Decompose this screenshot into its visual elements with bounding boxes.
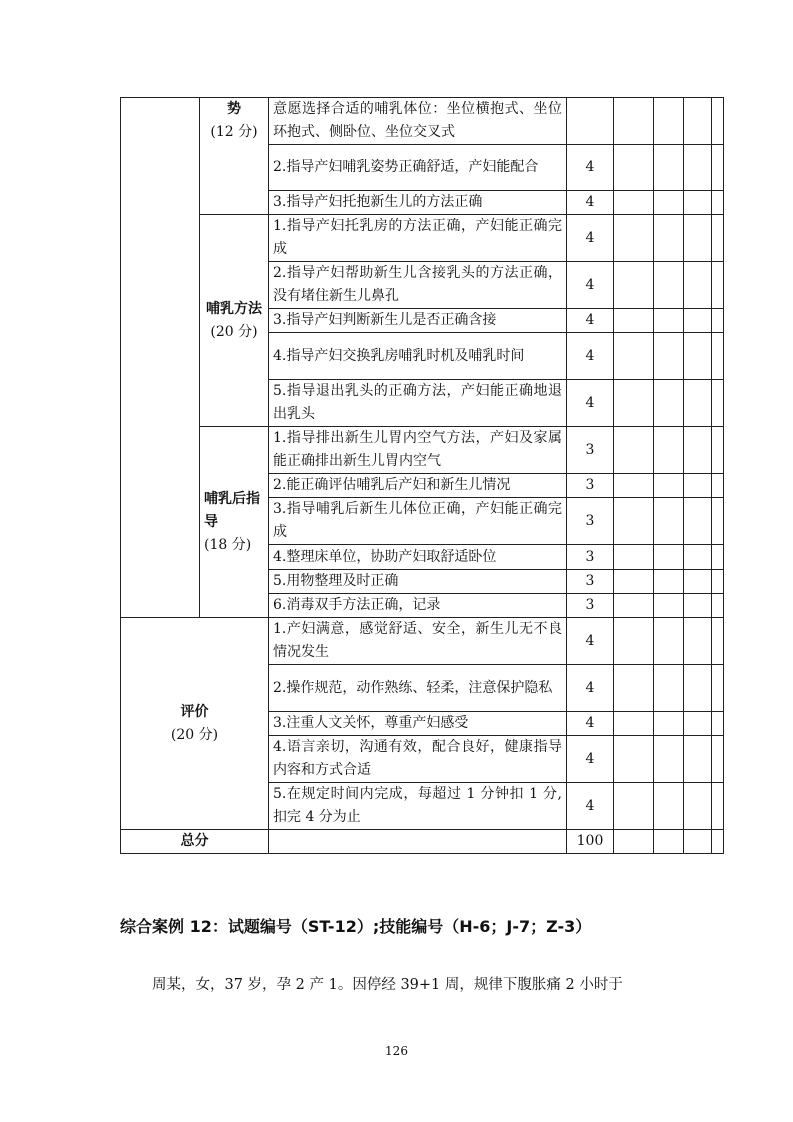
section-score: (18 分) [204, 536, 252, 553]
blank-cell [684, 333, 712, 380]
item-score: 4 [567, 783, 614, 830]
item-score: 3 [567, 570, 614, 594]
item-text: 3.指导产妇托抱新生儿的方法正确 [269, 191, 567, 215]
blank-cell [614, 665, 654, 712]
blank-cell [684, 98, 712, 145]
section-score: (20 分) [210, 323, 258, 340]
blank-cell [654, 309, 684, 333]
blank-cell [684, 830, 712, 854]
blank-cell [684, 712, 712, 736]
blank-cell [654, 665, 684, 712]
blank-cell [712, 98, 724, 145]
blank-cell [684, 309, 712, 333]
section-name: 哺乳后指导 [204, 490, 260, 530]
scoring-table [120, 97, 724, 854]
case-title: 综合案例 12：试题编号（ST-12）;技能编号（H-6；J-7；Z-3） [120, 917, 592, 936]
blank-cell [712, 783, 724, 830]
blank-cell [684, 570, 712, 594]
blank-cell [684, 380, 712, 427]
item-score: 3 [567, 427, 614, 474]
blank-cell [712, 498, 724, 545]
blank-cell [712, 736, 724, 783]
item-score: 4 [567, 191, 614, 215]
section-name: 哺乳方法 [206, 300, 262, 317]
item-text: 6.消毒双手方法正确，记录 [269, 594, 567, 618]
item-text: 2.能正确评估哺乳后产妇和新生儿情况 [269, 474, 567, 498]
item-text: 3.指导哺乳后新生儿体位正确，产妇能正确完成 [269, 498, 567, 545]
item-score: 4 [567, 618, 614, 665]
blank-cell [684, 545, 712, 570]
blank-cell [654, 570, 684, 594]
blank-cell [654, 545, 684, 570]
blank-cell [684, 618, 712, 665]
blank-cell [712, 191, 724, 215]
blank-cell [654, 736, 684, 783]
item-text: 2.操作规范，动作熟练、轻柔，注意保护隐私 [269, 665, 567, 712]
table-row [121, 215, 724, 262]
item-score: 4 [567, 145, 614, 191]
item-text: 1.指导排出新生儿胃内空气方法，产妇及家属能正确排出新生儿胃内空气 [269, 427, 567, 474]
blank-cell [712, 594, 724, 618]
blank-cell [712, 427, 724, 474]
blank-cell [614, 736, 654, 783]
section-evaluation [121, 618, 269, 830]
blank-cell [614, 545, 654, 570]
item-text: 1.产妇满意，感觉舒适、安全，新生儿无不良情况发生 [269, 618, 567, 665]
page-number: 126 [385, 1044, 408, 1058]
item-text: 1.指导产妇托乳房的方法正确，产妇能正确完成 [269, 215, 567, 262]
blank-cell [614, 380, 654, 427]
blank-cell [269, 830, 567, 854]
item-score [567, 98, 614, 145]
blank-cell [712, 474, 724, 498]
section-posture [200, 98, 269, 215]
blank-cell [712, 830, 724, 854]
blank-cell [654, 380, 684, 427]
blank-cell [614, 145, 654, 191]
blank-cell [712, 665, 724, 712]
blank-cell [684, 594, 712, 618]
blank-cell [654, 783, 684, 830]
blank-cell [614, 262, 654, 309]
item-score: 4 [567, 712, 614, 736]
blank-cell [654, 145, 684, 191]
item-score: 3 [567, 498, 614, 545]
blank-cell [654, 262, 684, 309]
total-score: 100 [567, 830, 614, 854]
blank-cell [614, 215, 654, 262]
table-row [121, 618, 724, 665]
blank-cell [712, 545, 724, 570]
blank-cell [684, 474, 712, 498]
blank-cell [654, 427, 684, 474]
blank-cell [654, 618, 684, 665]
table-row [121, 427, 724, 474]
blank-cell [712, 618, 724, 665]
item-score: 4 [567, 665, 614, 712]
blank-cell [684, 427, 712, 474]
blank-cell [614, 594, 654, 618]
blank-cell [654, 498, 684, 545]
table-row-total [121, 830, 724, 854]
section-name: 势 [227, 101, 241, 117]
blank-cell [614, 98, 654, 145]
section-score: (12 分) [210, 124, 258, 140]
item-text: 意愿选择合适的哺乳体位：坐位横抱式、坐位环抱式、侧卧位、坐位交叉式 [269, 98, 567, 145]
blank-cell [712, 380, 724, 427]
item-text: 2.指导产妇帮助新生儿含接乳头的方法正确，没有堵住新生儿鼻孔 [269, 262, 567, 309]
blank-cell [654, 98, 684, 145]
item-text: 4.指导产妇交换乳房哺乳时机及哺乳时间 [269, 333, 567, 380]
item-text: 5.用物整理及时正确 [269, 570, 567, 594]
blank-cell [614, 618, 654, 665]
item-text: 2.指导产妇哺乳姿势正确舒适，产妇能配合 [269, 145, 567, 191]
blank-cell [712, 262, 724, 309]
table-row [121, 98, 724, 145]
item-text: 4.语言亲切，沟通有效，配合良好，健康指导内容和方式合适 [269, 736, 567, 783]
blank-cell [712, 333, 724, 380]
blank-cell [654, 830, 684, 854]
blank-cell [684, 498, 712, 545]
blank-cell [614, 498, 654, 545]
blank-cell [654, 712, 684, 736]
blank-cell [614, 309, 654, 333]
blank-cell [654, 215, 684, 262]
blank-cell [614, 570, 654, 594]
item-text: 5.在规定时间内完成，每超过 1 分钟扣 1 分,扣完 4 分为止 [269, 783, 567, 830]
blank-cell [614, 474, 654, 498]
section-after [200, 427, 269, 618]
blank-cell [684, 215, 712, 262]
item-score: 4 [567, 380, 614, 427]
case-body: 周某，女，37 岁，孕 2 产 1。因停经 39+1 周，规律下腹胀痛 2 小时于 [152, 977, 623, 993]
blank-cell [684, 191, 712, 215]
item-score: 4 [567, 736, 614, 783]
blank-cell [614, 712, 654, 736]
section-feeding [200, 215, 269, 427]
blank-cell [614, 427, 654, 474]
blank-cell [614, 191, 654, 215]
blank-cell [614, 333, 654, 380]
item-text: 5.指导退出乳头的正确方法，产妇能正确地退出乳头 [269, 380, 567, 427]
item-score: 4 [567, 309, 614, 333]
blank-cell [712, 215, 724, 262]
blank-cell [614, 783, 654, 830]
item-score: 3 [567, 594, 614, 618]
blank-cell [684, 665, 712, 712]
blank-cell [654, 333, 684, 380]
blank-cell [684, 783, 712, 830]
section-score: (20 分) [170, 726, 219, 743]
total-label: 总分 [121, 830, 269, 854]
item-score: 3 [567, 545, 614, 570]
blank-cell [654, 191, 684, 215]
item-score: 4 [567, 262, 614, 309]
item-text: 4.整理床单位，协助产妇取舒适卧位 [269, 545, 567, 570]
item-score: 3 [567, 474, 614, 498]
blank-cell [712, 570, 724, 594]
item-score: 4 [567, 333, 614, 380]
item-text: 3.注重人文关怀，尊重产妇感受 [269, 712, 567, 736]
blank-cell [614, 830, 654, 854]
blank-cell [654, 474, 684, 498]
item-score: 4 [567, 215, 614, 262]
blank-cell [684, 145, 712, 191]
blank-cell [654, 594, 684, 618]
section-name: 评价 [180, 703, 209, 720]
blank-cell [684, 262, 712, 309]
blank-cell [712, 145, 724, 191]
blank-cell [712, 712, 724, 736]
blank-cell [712, 309, 724, 333]
item-text: 3.指导产妇判断新生儿是否正确含接 [269, 309, 567, 333]
blank-category-cell [121, 98, 200, 618]
blank-cell [684, 736, 712, 783]
